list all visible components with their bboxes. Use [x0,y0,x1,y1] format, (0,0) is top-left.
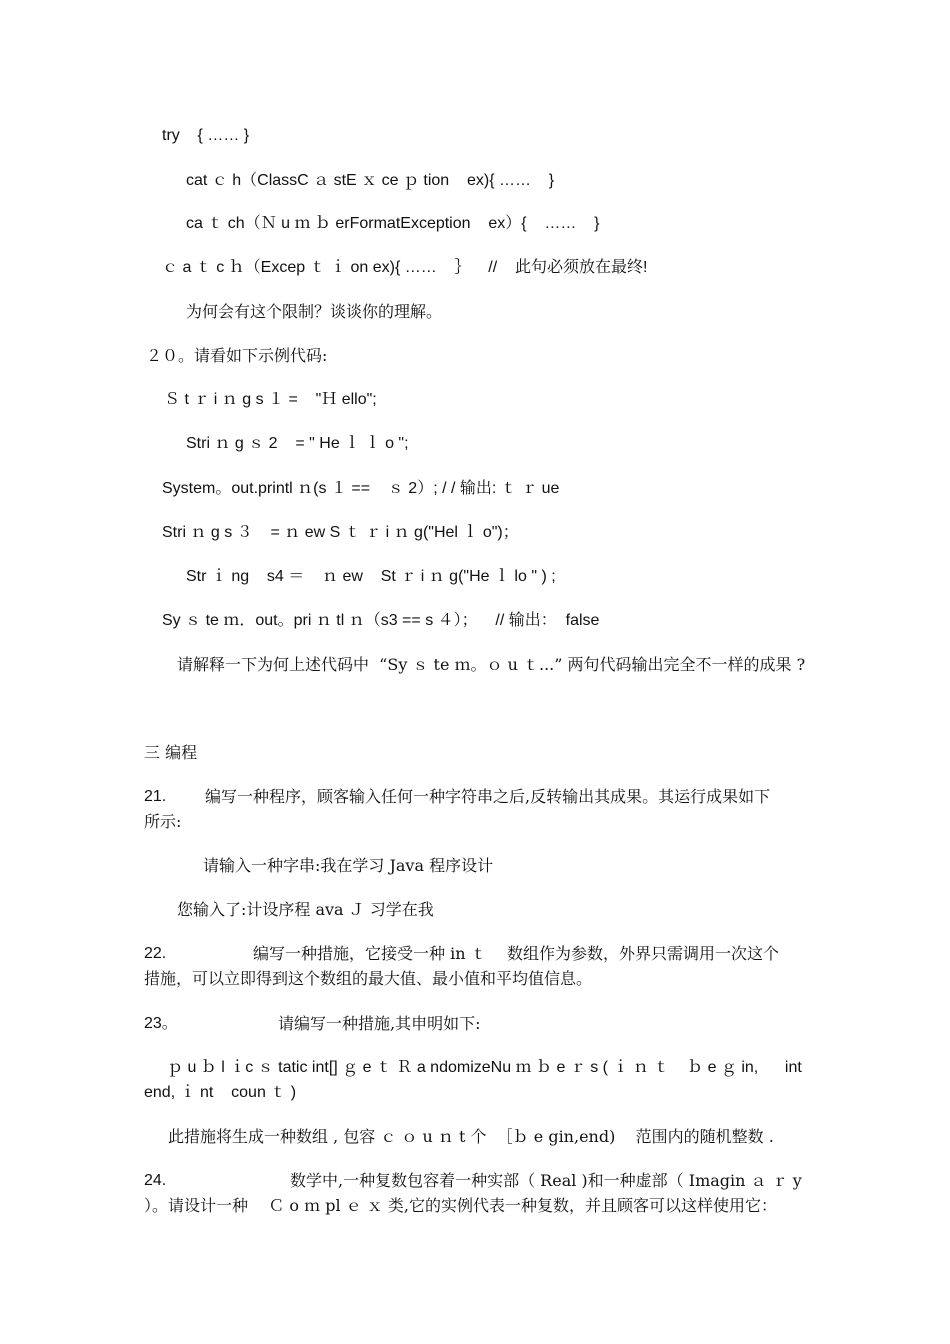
code-line: Stri ｎ g ｓ 2 = " He ｌ ｌ o "; [186,435,409,452]
code-line: ca ｔ ch（Ｎ u ｍ ｂ erFormatException ex）{ …… } [186,215,600,232]
question-text: 所示: [144,812,182,831]
question-text: 数学中,一种复数包容着一种实部（ Real )和一种虚部（ Imagin ａ ｒ y [290,1171,802,1190]
question-text: 为何会有这个限制？谈谈你的理解。 [186,302,443,321]
code-line: end, ｉ nt coun ｔ ) [144,1084,297,1101]
question-number: 22. [144,945,167,962]
code-line: Sy ｓ te ｍ．out。pri ｎ tl ｎ（s3 == s ４）； // 输出： false [162,612,600,629]
code-line: Ｓ t ｒ i ｎ g s １ = "Ｈ ello"; [164,391,377,408]
code-line: cat ｃ h（ClassC ａ stE ｘ ce ｐ tion ex){ …… } [186,172,555,189]
question-number: 23。 [144,1015,178,1032]
code-line: try { …… } [162,127,250,144]
question-number: 24. [144,1172,167,1189]
question-text: ）。请设计一种 Ｃ o ｍ pl ｅ ｘ 类,它的实例代表一种复数，并且顾客可以这样使用它： [144,1196,777,1215]
example-input: 请输入一种字串:我在学习 Java 程序设计 [203,856,494,875]
code-line: ｃ a ｔ c ｈ（Excep ｔ ｉ on ex){ …… ｝ // 此句必须放在最终! [162,259,648,276]
question-text: 请编写一种措施,其申明如下: [278,1014,481,1033]
section-title: 三 编程 [144,743,198,762]
code-line: Str ｉ ng s4 ＝ ｎ ew St ｒ i ｎ g("He ｌ lo " ) ; [186,568,556,585]
question-text: 此措施将生成一种数组 , 包容 ｃ ｏ u ｎ t 个 ［ｂ e gin,end) 范围内的随机整数 . [168,1127,774,1146]
example-output: 您输入了:计设序程 ava Ｊ 习学在我 [177,900,434,919]
code-line: ｐ u ｂ l ｉc ｓ tatic int[] ｇ e ｔ Ｒ a ndomizeNu ｍ ｂ e ｒ s ( ｉ ｎ ｔ ｂ e ｇ in, int [167,1059,802,1076]
question-text: 请解释一下为何上述代码中 “Sy ｓ te ｍ。ｏ u ｔ...” 两句代码输出完全不一样的成果 ? [177,655,806,674]
question-text: 编写一种程序，顾客输入任何一种字符串之后,反转输出其成果。其运行成果如下 [205,787,771,806]
question-number: 21. [144,788,167,805]
question-text: 编写一种措施，它接受一种 in ｔ 数组作为参数，外界只需调用一次这个 [253,944,779,963]
code-line: Stri ｎ g s ３ = ｎ ew S ｔ ｒ i ｎ g("Hel ｌ o")； [162,524,519,541]
code-line: System。out.printl ｎ(s １ == ｓ 2）; / / 输出: ｔ ｒ ue [162,480,560,497]
question-heading: ２０。请看如下示例代码: [146,346,328,365]
question-text: 措施，可以立即得到这个数组的最大值、最小值和平均值信息。 [144,969,593,988]
